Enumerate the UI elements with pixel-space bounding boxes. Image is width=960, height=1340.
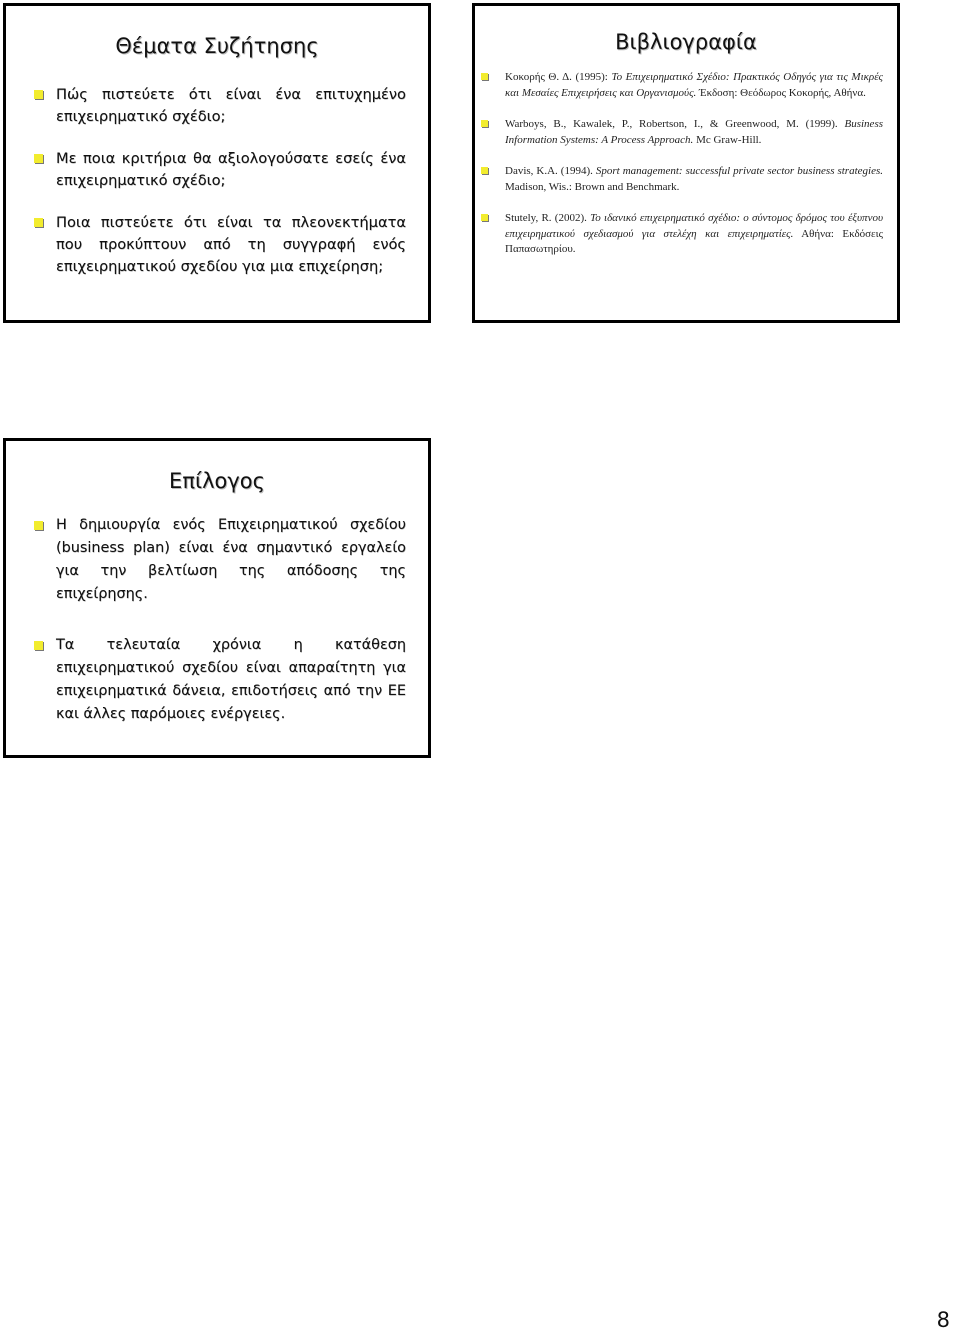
- bullet-item: Με ποια κριτήρια θα αξιολογούσατε εσείς ένα επιχειρηματικό σχέδιο;: [32, 148, 406, 192]
- slide-epilogue: [3, 438, 431, 758]
- slide-title: Θέματα Συζήτησης: [115, 34, 319, 58]
- square-bullet-icon: [481, 120, 488, 127]
- bullet-list: [32, 514, 406, 754]
- square-bullet-icon: [481, 214, 488, 221]
- square-bullet-icon: [34, 154, 43, 163]
- slide-title: Βιβλιογραφία: [615, 30, 757, 54]
- slide-discussion-topics: [3, 3, 431, 323]
- square-bullet-icon: [481, 167, 488, 174]
- square-bullet-icon: [481, 73, 488, 80]
- slide-title: Επίλογος: [169, 469, 265, 493]
- square-bullet-icon: [34, 521, 43, 530]
- reference-item: Warboys, B., Kawalek, P., Robertson, I., & Greenwood, M. (1999). Business Information Systems: A Process Approach. Mc Graw-Hill.: [477, 117, 883, 148]
- page-number: 8: [936, 1308, 950, 1332]
- square-bullet-icon: [34, 218, 43, 227]
- reference-item: Davis, K.A. (1994). Sport management: successful private sector business strategies. Madison, Wis.: Brown and Benchmark.: [477, 164, 883, 195]
- reference-item: Stutely, R. (2002). Το ιδανικό επιχειρηματικό σχέδιο: ο σύντομος δρόμος του έξυπνου επιχειρηματικού σχεδιασμού για στελέχη και επιχειρηματίες. Αθήνα: Εκδόσεις Παπασωτηρίου.: [477, 211, 883, 258]
- bullet-item: Πώς πιστεύετε ότι είναι ένα επιτυχημένο επιχειρηματικό σχέδιο;: [32, 84, 406, 128]
- reference-list: [477, 70, 883, 274]
- square-bullet-icon: [34, 90, 43, 99]
- square-bullet-icon: [34, 641, 43, 650]
- reference-item: Κοκορής Θ. Δ. (1995): Το Επιχειρηματικό Σχέδιο: Πρακτικός Οδηγός για τις Μικρές και Μεσαίες Επιχειρήσεις και Οργανισμούς. Έκδοση: Θεόδωρος Κοκορής, Αθήνα.: [477, 70, 883, 101]
- bullet-list: [32, 84, 406, 298]
- bullet-item: Η δημιουργία ενός Επιχειρηματικού σχεδίου (business plan) είναι ένα σημαντικό εργαλείο για την βελτίωση της απόδοσης της επιχείρησης.: [32, 514, 406, 606]
- bullet-item: Ποια πιστεύετε ότι είναι τα πλεονεκτήματα που προκύπτουν από τη συγγραφή ενός επιχειρηματικού σχεδίου για μια επιχείρηση;: [32, 212, 406, 278]
- slide-bibliography: [472, 3, 900, 323]
- bullet-item: Τα τελευταία χρόνια η κατάθεση επιχειρηματικού σχεδίου είναι απαραίτητη για επιχειρηματικά δάνεια, επιδοτήσεις από την ΕΕ και άλλες παρόμοιες ενέργειες.: [32, 634, 406, 726]
